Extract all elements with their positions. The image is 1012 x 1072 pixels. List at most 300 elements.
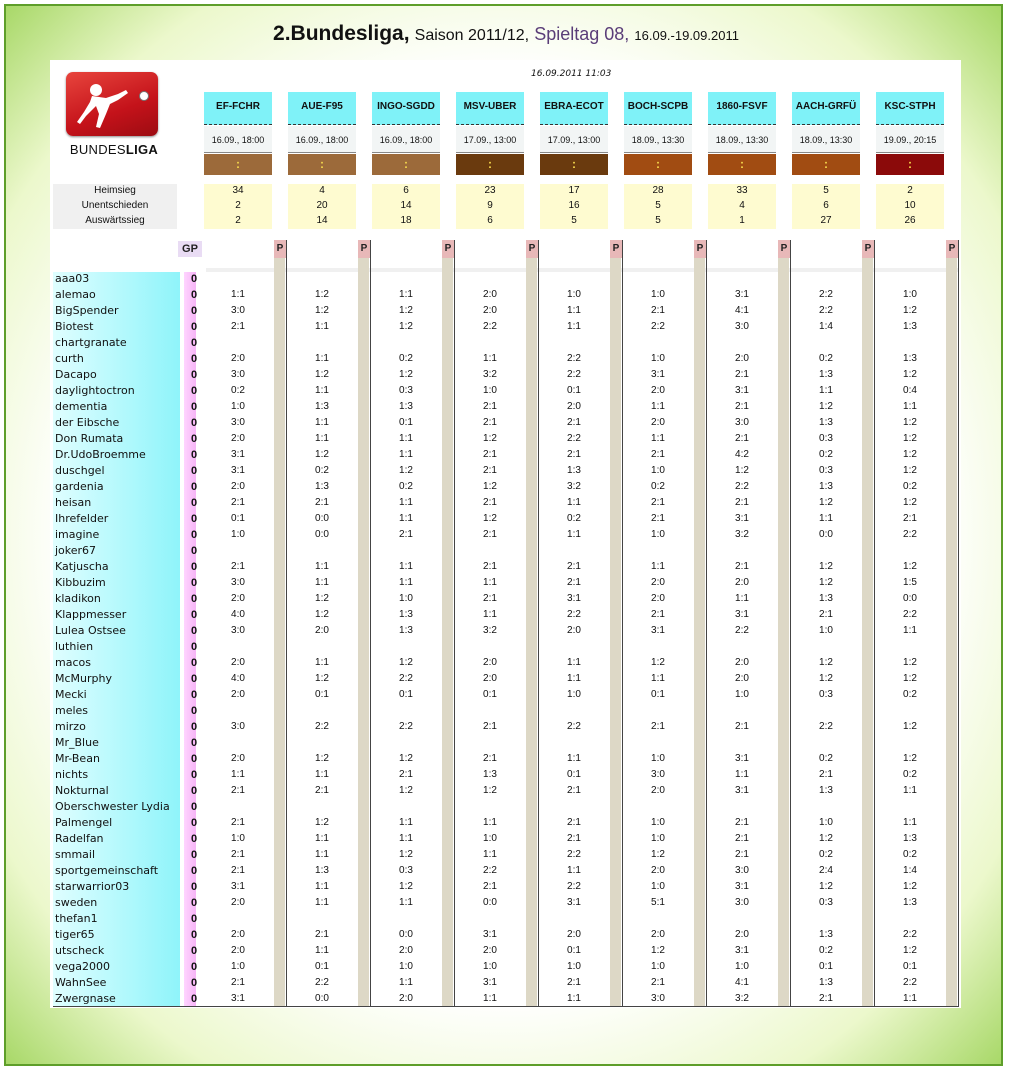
tip-cell: 2:0 — [735, 673, 749, 684]
tip-cell: 1:2 — [315, 289, 329, 300]
tip-cell: 2:0 — [567, 401, 581, 412]
tip-cell: 2:4 — [819, 865, 833, 876]
points-header: P — [694, 240, 706, 258]
stat-value: 14 — [400, 200, 412, 211]
player-gp: 0 — [190, 641, 198, 653]
player-name: sweden — [55, 896, 98, 909]
column-divider — [538, 240, 539, 1006]
tip-cell: 1:1 — [399, 897, 413, 908]
tip-cell: 2:1 — [399, 769, 413, 780]
page-title — [0, 22, 1012, 46]
tip-cell — [456, 735, 524, 751]
stat-value: 2 — [907, 185, 913, 196]
tip-cell: 2:0 — [231, 689, 245, 700]
tip-cell: 2:0 — [399, 945, 413, 956]
tip-cell: 2:0 — [735, 577, 749, 588]
player-name: Dacapo — [55, 368, 97, 381]
tip-cell: 1:3 — [819, 481, 833, 492]
tip-cell: 1:1 — [651, 561, 665, 572]
tip-cell — [708, 543, 776, 559]
tip-cell: 1:1 — [315, 385, 329, 396]
tip-cell: 1:1 — [903, 401, 917, 412]
tip-cell: 0:1 — [315, 689, 329, 700]
tip-cell: 2:0 — [735, 929, 749, 940]
tip-cell: 1:3 — [399, 609, 413, 620]
tip-cell: 0:2 — [819, 353, 833, 364]
tip-cell: 2:1 — [483, 881, 497, 892]
tip-cell: 2:1 — [483, 561, 497, 572]
tip-cell: 1:2 — [315, 753, 329, 764]
tip-cell: 2:1 — [567, 561, 581, 572]
tip-cell: 0:1 — [567, 769, 581, 780]
tip-cell: 1:2 — [903, 945, 917, 956]
update-timestamp: 16.09.2011 11:03 — [531, 69, 612, 79]
tip-cell — [540, 271, 608, 287]
player-name: Mecki — [55, 688, 87, 701]
tip-cell: 0:2 — [819, 849, 833, 860]
points-column-band — [358, 258, 369, 1006]
tip-cell: 1:2 — [315, 449, 329, 460]
tip-cell: 2:1 — [231, 321, 245, 332]
match-result: : — [372, 154, 440, 175]
player-name: utscheck — [55, 944, 105, 957]
tip-cell: 3:0 — [735, 897, 749, 908]
tip-cell: 0:0 — [819, 529, 833, 540]
points-header: P — [778, 240, 790, 258]
tip-cell: 1:3 — [399, 401, 413, 412]
tip-cell: 1:2 — [903, 497, 917, 508]
tip-cell: 1:3 — [567, 465, 581, 476]
tip-cell: 5:1 — [651, 897, 665, 908]
tip-cell: 2:0 — [651, 785, 665, 796]
tip-cell — [204, 543, 272, 559]
tip-cell: 2:1 — [651, 721, 665, 732]
player-silhouette-icon — [66, 72, 158, 136]
player-name: kladikon — [55, 592, 101, 605]
tip-cell: 1:1 — [567, 529, 581, 540]
stat-value: 6 — [403, 185, 409, 196]
stat-value: 16 — [568, 200, 580, 211]
player-name: Oberschwester Lydia — [55, 800, 170, 813]
tip-cell: 1:1 — [651, 673, 665, 684]
tip-cell — [288, 335, 356, 351]
tip-cell: 1:1 — [567, 753, 581, 764]
tip-cell: 1:3 — [819, 369, 833, 380]
tip-cell: 2:2 — [399, 673, 413, 684]
tip-cell — [708, 639, 776, 655]
player-name: Ihrefelder — [55, 512, 109, 525]
tip-cell: 1:2 — [399, 753, 413, 764]
tip-cell: 3:2 — [735, 993, 749, 1004]
tip-cell: 2:2 — [903, 977, 917, 988]
tip-cell: 1:2 — [903, 673, 917, 684]
tip-cell: 1:2 — [903, 449, 917, 460]
match-team-header: AUE-F95 — [288, 92, 356, 125]
tip-cell: 1:1 — [231, 769, 245, 780]
tip-cell: 2:1 — [903, 513, 917, 524]
tip-cell: 1:0 — [651, 289, 665, 300]
tip-cell — [456, 543, 524, 559]
tip-cell: 2:0 — [651, 593, 665, 604]
match-team-header: 1860-FSVF — [708, 92, 776, 125]
player-gp: 0 — [190, 913, 198, 925]
tip-cell: 1:2 — [651, 657, 665, 668]
tip-cell — [204, 799, 272, 815]
tip-cell: 1:3 — [819, 977, 833, 988]
tip-cell: 2:0 — [483, 673, 497, 684]
tip-cell: 1:1 — [483, 993, 497, 1004]
tip-cell: 0:0 — [399, 929, 413, 940]
tip-cell: 1:0 — [231, 833, 245, 844]
tip-cell: 1:2 — [903, 465, 917, 476]
tip-cell: 1:1 — [315, 577, 329, 588]
tip-cell: 3:1 — [231, 465, 245, 476]
tip-cell: 2:0 — [483, 305, 497, 316]
tip-cell: 2:2 — [903, 529, 917, 540]
column-divider — [790, 240, 791, 1006]
bundesliga-logo-icon — [66, 72, 158, 136]
player-name: Don Rumata — [55, 432, 124, 445]
player-gp: 0 — [190, 353, 198, 365]
tip-cell: 0:2 — [819, 753, 833, 764]
column-divider — [706, 240, 707, 1006]
tip-cell: 0:3 — [819, 897, 833, 908]
tip-cell: 2:2 — [651, 321, 665, 332]
points-column-band — [694, 258, 705, 1006]
tip-cell: 1:1 — [819, 385, 833, 396]
player-gp: 0 — [190, 449, 198, 461]
match-date: 17.09., 13:00 — [540, 126, 608, 153]
player-gp: 0 — [190, 401, 198, 413]
player-name: Zwergnase — [55, 992, 116, 1005]
tip-cell — [708, 799, 776, 815]
stat-value: 26 — [904, 215, 916, 226]
tip-cell: 1:2 — [903, 721, 917, 732]
tip-cell: 3:1 — [735, 881, 749, 892]
tip-cell: 4:0 — [231, 673, 245, 684]
tip-cell: 2:2 — [819, 305, 833, 316]
player-gp: 0 — [190, 689, 198, 701]
player-gp: 0 — [190, 529, 198, 541]
tip-cell: 2:2 — [567, 721, 581, 732]
tip-cell: 1:3 — [399, 625, 413, 636]
tip-cell: 1:1 — [819, 513, 833, 524]
tip-cell: 0:3 — [399, 865, 413, 876]
tip-cell: 1:2 — [315, 609, 329, 620]
tip-cell: 2:0 — [231, 929, 245, 940]
tip-cell — [876, 543, 944, 559]
tip-cell: 1:2 — [483, 433, 497, 444]
bundesliga-wordmark: BUNDESLIGA — [69, 142, 159, 157]
stat-value: 2 — [235, 200, 241, 211]
stat-value: 6 — [487, 215, 493, 226]
tip-cell: 1:1 — [315, 849, 329, 860]
column-divider — [874, 240, 875, 1006]
tip-cell — [708, 335, 776, 351]
player-name: heisan — [55, 496, 92, 509]
tip-cell: 2:1 — [651, 497, 665, 508]
points-column-band — [610, 258, 621, 1006]
match-result: : — [708, 154, 776, 175]
tip-cell: 1:1 — [567, 673, 581, 684]
points-header: P — [442, 240, 454, 258]
match-result: : — [204, 154, 272, 175]
tip-cell: 1:0 — [399, 593, 413, 604]
tip-cell: 3:1 — [735, 785, 749, 796]
player-name: tiger65 — [55, 928, 95, 941]
tip-cell: 1:0 — [651, 465, 665, 476]
tip-cell — [792, 271, 860, 287]
tip-cell: 1:3 — [903, 833, 917, 844]
tip-cell: 1:2 — [903, 657, 917, 668]
tip-cell: 2:0 — [483, 945, 497, 956]
table-bottom-rule — [53, 1006, 959, 1007]
tip-cell: 1:1 — [567, 865, 581, 876]
tip-cell — [456, 335, 524, 351]
tip-cell: 1:2 — [819, 497, 833, 508]
tip-cell: 2:1 — [651, 513, 665, 524]
tip-cell: 2:1 — [819, 993, 833, 1004]
player-gp: 0 — [190, 833, 198, 845]
tip-cell: 2:2 — [483, 321, 497, 332]
tip-cell: 2:1 — [231, 977, 245, 988]
tip-cell: 2:1 — [735, 721, 749, 732]
player-name: imagine — [55, 528, 100, 541]
tip-cell — [288, 703, 356, 719]
player-gp: 0 — [190, 289, 198, 301]
tip-cell: 2:1 — [735, 369, 749, 380]
tip-cell: 2:1 — [231, 785, 245, 796]
tip-cell: 4:2 — [735, 449, 749, 460]
tip-cell: 2:2 — [567, 609, 581, 620]
tip-cell: 1:2 — [651, 945, 665, 956]
tip-cell: 3:0 — [231, 721, 245, 732]
tip-cell: 2:0 — [231, 353, 245, 364]
tip-cell: 1:3 — [315, 401, 329, 412]
tip-cell — [876, 799, 944, 815]
column-divider — [370, 240, 371, 1006]
tip-cell: 1:2 — [399, 849, 413, 860]
stat-value: 14 — [316, 215, 328, 226]
points-header: P — [862, 240, 874, 258]
tip-cell: 1:1 — [399, 817, 413, 828]
match-team-header: MSV-UBER — [456, 92, 524, 125]
points-header: P — [610, 240, 622, 258]
tip-cell: 1:1 — [903, 993, 917, 1004]
points-column-band — [946, 258, 957, 1006]
tip-cell: 3:1 — [231, 881, 245, 892]
tip-cell: 0:2 — [903, 689, 917, 700]
tip-cell: 1:2 — [399, 369, 413, 380]
tip-cell: 1:1 — [651, 433, 665, 444]
tip-cell: 1:2 — [735, 465, 749, 476]
tip-cell: 2:2 — [315, 977, 329, 988]
tip-cell: 1:1 — [903, 817, 917, 828]
tip-cell: 1:0 — [231, 961, 245, 972]
tip-cell — [372, 911, 440, 927]
tip-cell: 2:1 — [483, 721, 497, 732]
tip-cell — [372, 703, 440, 719]
tip-cell: 1:2 — [483, 513, 497, 524]
tip-cell — [792, 543, 860, 559]
tip-cell: 2:0 — [651, 929, 665, 940]
tip-cell: 0:1 — [567, 945, 581, 956]
points-column-band — [778, 258, 789, 1006]
tip-cell: 1:2 — [819, 401, 833, 412]
player-name: der Eibsche — [55, 416, 120, 429]
tip-cell: 2:2 — [735, 625, 749, 636]
tip-cell: 3:1 — [735, 513, 749, 524]
tip-cell: 2:1 — [735, 401, 749, 412]
tip-cell: 0:1 — [651, 689, 665, 700]
tip-cell: 1:1 — [315, 897, 329, 908]
player-gp: 0 — [190, 481, 198, 493]
tip-cell: 1:1 — [735, 769, 749, 780]
tip-cell — [708, 911, 776, 927]
tip-cell: 2:1 — [735, 433, 749, 444]
player-name: Lulea Ostsee — [55, 624, 126, 637]
match-date: 16.09., 18:00 — [204, 126, 272, 153]
tip-cell: 1:2 — [819, 561, 833, 572]
tip-cell: 1:2 — [819, 673, 833, 684]
tip-cell: 2:1 — [567, 833, 581, 844]
tip-cell: 1:4 — [903, 865, 917, 876]
tip-cell: 4:0 — [231, 609, 245, 620]
tip-cell: 2:0 — [483, 657, 497, 668]
tip-cell: 2:0 — [231, 593, 245, 604]
player-gp: 0 — [190, 929, 198, 941]
tip-cell — [204, 911, 272, 927]
points-header: P — [274, 240, 286, 258]
tip-cell — [708, 735, 776, 751]
tip-cell: 2:1 — [231, 865, 245, 876]
tip-cell: 3:1 — [735, 609, 749, 620]
tip-cell — [624, 735, 692, 751]
stat-value: 33 — [736, 185, 748, 196]
tip-cell — [792, 799, 860, 815]
tip-cell — [372, 543, 440, 559]
column-divider — [454, 240, 455, 1006]
tip-cell: 2:2 — [819, 289, 833, 300]
tip-cell: 0:2 — [903, 481, 917, 492]
points-column-band — [274, 258, 285, 1006]
stat-value: 5 — [823, 185, 829, 196]
tip-cell: 2:1 — [567, 577, 581, 588]
tip-cell — [792, 703, 860, 719]
tip-cell — [204, 335, 272, 351]
tip-cell: 2:1 — [231, 849, 245, 860]
tip-cell: 1:2 — [651, 849, 665, 860]
player-gp: 0 — [190, 417, 198, 429]
tip-cell: 1:5 — [903, 577, 917, 588]
stat-value: 18 — [400, 215, 412, 226]
tip-cell: 0:0 — [315, 513, 329, 524]
player-name: luthien — [55, 640, 94, 653]
tip-cell: 2:1 — [567, 449, 581, 460]
tip-cell: 1:2 — [903, 881, 917, 892]
player-gp: 0 — [190, 273, 198, 285]
tip-cell: 1:1 — [399, 977, 413, 988]
player-name: Katjuscha — [55, 560, 109, 573]
player-gp: 0 — [190, 753, 198, 765]
tip-cell: 2:1 — [231, 561, 245, 572]
tip-cell: 1:1 — [315, 769, 329, 780]
tip-cell: 3:0 — [231, 577, 245, 588]
player-gp: 0 — [190, 817, 198, 829]
match-date: 17.09., 13:00 — [456, 126, 524, 153]
tip-cell — [792, 639, 860, 655]
tip-cell — [372, 735, 440, 751]
player-gp: 0 — [190, 593, 198, 605]
tip-cell — [624, 335, 692, 351]
player-name: smmail — [55, 848, 96, 861]
tip-cell: 3:1 — [231, 993, 245, 1004]
stat-value: 1 — [739, 215, 745, 226]
player-name: Nokturnal — [55, 784, 109, 797]
tip-cell: 2:1 — [483, 497, 497, 508]
tip-cell: 1:2 — [819, 577, 833, 588]
tip-cell — [372, 639, 440, 655]
tip-cell: 2:1 — [483, 529, 497, 540]
player-gp: 0 — [190, 513, 198, 525]
player-name: starwarrior03 — [55, 880, 130, 893]
tip-cell: 2:1 — [651, 977, 665, 988]
tip-cell: 1:1 — [315, 321, 329, 332]
player-name: Palmengel — [55, 816, 113, 829]
tip-cell — [540, 799, 608, 815]
stat-value: 4 — [319, 185, 325, 196]
tip-cell: 0:1 — [567, 385, 581, 396]
tip-cell: 1:3 — [903, 321, 917, 332]
tip-cell: 2:1 — [735, 849, 749, 860]
tip-cell — [792, 735, 860, 751]
stat-value: 34 — [232, 185, 244, 196]
tip-cell: 1:1 — [483, 353, 497, 364]
tip-cell: 1:1 — [483, 849, 497, 860]
tip-cell: 3:2 — [483, 625, 497, 636]
tip-cell — [288, 735, 356, 751]
player-gp: 0 — [190, 881, 198, 893]
stat-value: 17 — [568, 185, 580, 196]
player-gp: 0 — [190, 801, 198, 813]
tip-cell: 1:1 — [651, 401, 665, 412]
tip-cell: 1:0 — [819, 817, 833, 828]
tip-cell — [624, 639, 692, 655]
tip-cell: 1:0 — [651, 353, 665, 364]
tip-cell: 1:3 — [315, 865, 329, 876]
tip-cell: 1:1 — [399, 433, 413, 444]
tip-cell: 3:0 — [231, 625, 245, 636]
tip-cell: 3:2 — [735, 529, 749, 540]
player-name: curth — [55, 352, 84, 365]
tip-cell: 1:2 — [399, 321, 413, 332]
tip-cell — [624, 703, 692, 719]
tip-cell — [792, 911, 860, 927]
match-team-header: EBRA-ECOT — [540, 92, 608, 125]
player-name: Mr-Bean — [55, 752, 100, 765]
tip-cell: 0:1 — [903, 961, 917, 972]
tip-cell: 2:0 — [231, 753, 245, 764]
tip-cell: 1:2 — [399, 881, 413, 892]
tip-cell: 2:2 — [903, 609, 917, 620]
tip-cell — [288, 271, 356, 287]
tip-cell: 1:1 — [399, 513, 413, 524]
player-gp: 0 — [190, 849, 198, 861]
match-result: : — [540, 154, 608, 175]
tip-cell: 2:1 — [483, 401, 497, 412]
tip-cell: 3:2 — [483, 369, 497, 380]
player-gp: 0 — [190, 945, 198, 957]
